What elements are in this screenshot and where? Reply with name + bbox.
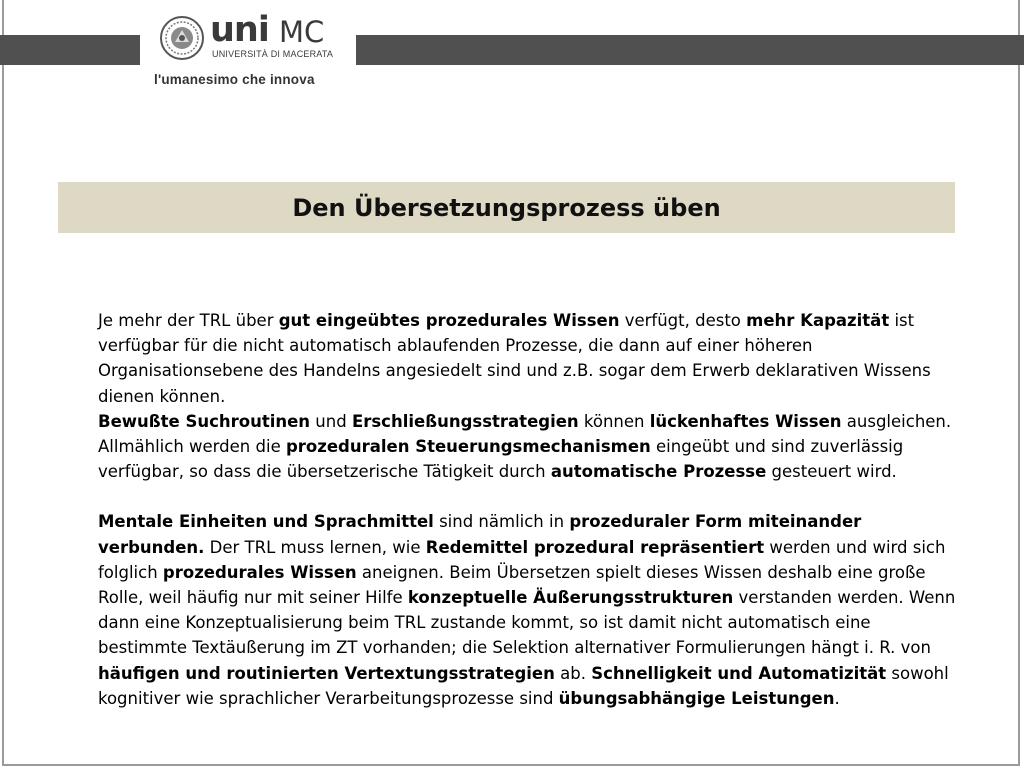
body-paragraph [98,409,958,485]
bold-run: Erschließungsstrategien [351,411,579,431]
logo-tagline: l'umanesimo che innova [154,72,315,87]
text-run: ist verfügbar für die nicht automatisch ablaufenden Prozesse, die dann auf einer höheren Organisationsebene des Handelns angesiedelt sind und z.B. sogar dem Erwerb deklarativen Wissens dienen können. [98,311,931,406]
bold-run: konzeptuelle Äußerungsstrukturen [407,588,734,608]
bold-run: prozeduraler Form miteinander verbunden. [98,512,862,557]
text-run: und [310,411,352,431]
bold-run: Schnelligkeit und Automatizität [591,663,887,683]
bold-run: automatische Prozesse [550,462,767,482]
text-run: aneignen. Beim Übersetzen spielt dieses Wissen deshalb eine große Rolle, weil häufig nur mit seiner Hilfe [98,562,926,608]
text-run: verfügt, desto [619,311,747,330]
text-run: ab. [554,663,592,683]
bold-run: häufigen und routinierten Vertextungsstrategien [98,663,555,683]
header-band-right [356,35,1024,65]
bold-run: lückenhaftes Wissen [649,411,842,431]
logo-wordmark-uni: uni [210,10,269,50]
bold-run: mehr Kapazität [746,311,890,330]
logo-subtitle: UNIVERSITÀ DI MACERATA [212,49,334,59]
paragraph-gap [98,484,958,509]
bold-run: gut eingeübtes prozedurales Wissen [278,311,620,330]
bold-run: Bewußte Suchroutinen [98,411,311,431]
body-paragraph [98,308,958,409]
text-run: werden und wird sich folglich [98,537,946,582]
bold-run: Redemittel prozedural repräsentiert [425,537,765,557]
bold-run: prozedurales Wissen [162,562,357,582]
university-seal-icon [160,16,204,60]
bold-run: Mentale Einheiten und Sprachmittel [98,512,434,532]
text-run: sowohl kognitiver wie sprachlicher Verarbeitungsprozesse sind [98,663,949,708]
text-run: können [578,411,650,431]
text-run: sind nämlich in [433,512,570,532]
header-band-left [0,35,140,65]
text-run: ausgleichen. Allmählich werden die [98,411,952,457]
text-run: gesteuert wird. [766,462,897,482]
bold-run: prozeduralen Steuerungsmechanismen [285,437,651,457]
logo-wordmark-mc: MC [279,15,325,49]
body-paragraph [98,509,958,711]
text-run: Je mehr der TRL über [98,311,279,330]
university-logo [148,6,348,94]
slide-title: Den Übersetzungsprozess üben [292,193,721,222]
text-run: verstanden werden. Wenn dann eine Konzeptualisierung beim TRL zustande kommt, so ist damit nicht automatisch eine bestimmte Textäußerung im ZT vorhanden; die Selektion alternativer Formulierungen hängt i. R. von [98,588,956,658]
text-run: . [834,688,840,708]
text-run: Der TRL muss lernen, wie [204,537,426,557]
text-run: eingeübt und sind zuverlässig verfügbar, so dass die übersetzerische Tätigkeit durch [98,437,904,482]
bold-run: übungsabhängige Leistungen [558,688,835,708]
title-bar [58,182,955,233]
slide-body [98,308,958,711]
